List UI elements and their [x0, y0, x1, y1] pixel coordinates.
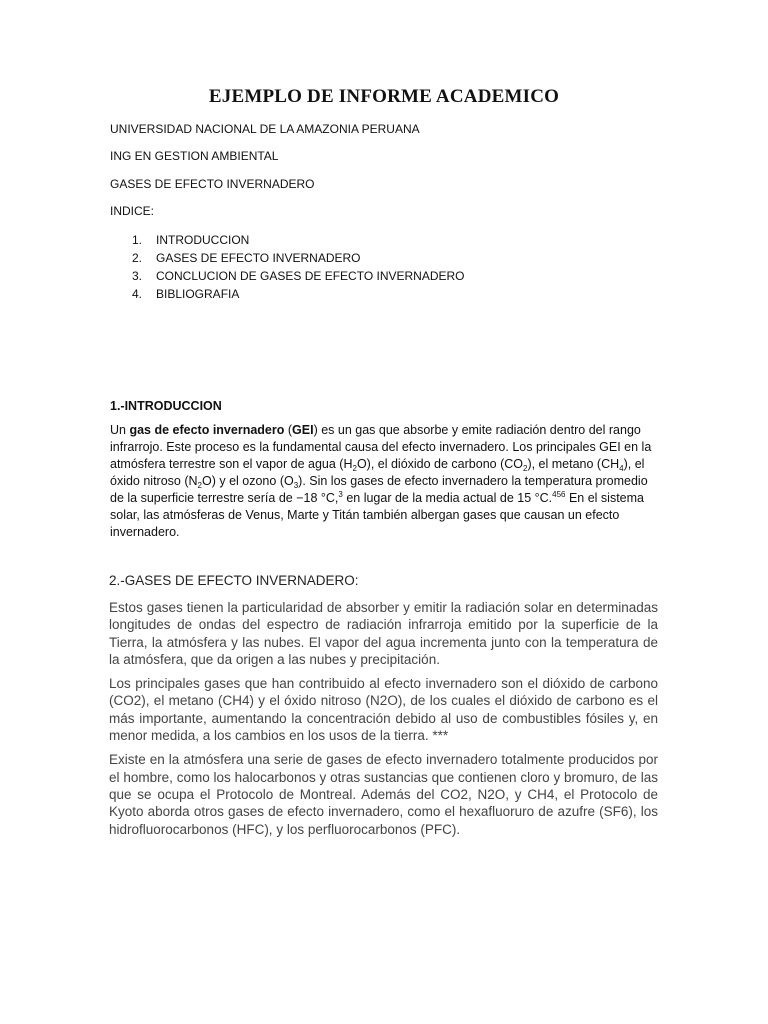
text-run: ), el óxido nitroso (N: [110, 457, 645, 488]
term-abbrev: GEI: [292, 423, 314, 437]
section1-paragraph: [110, 422, 655, 541]
index-item: [110, 249, 465, 267]
text-run: Un: [110, 423, 130, 437]
term-gei: gas de efecto invernadero: [129, 423, 285, 437]
section2-body: [109, 599, 658, 845]
text-run: O), el dióxido de carbono (CO: [356, 457, 523, 471]
subscript: 3: [293, 481, 299, 490]
citation-superscript: 3: [338, 490, 343, 499]
section2-heading: 2.-GASES DE EFECTO INVERNADERO:: [109, 573, 359, 588]
text-run: ) es un gas que absorbe y emite radiación dentro del rango infrarrojo. Este proceso es la fundamental causa del efecto invernadero. Los principales GEI en la atmósfera terrestre son el vapor de agua (H: [110, 423, 652, 471]
index-item-text: BIBLIOGRAFIA: [156, 287, 240, 301]
section2-paragraph-2: Los principales gases que han contribuido al efecto invernadero son el dióxido de carbono (CO2), el metano (CH4) y el óxido nitroso (N2O), de los cuales el dióxido de carbono es el más importante, aumentando la concentración debido al uso de combustibles fósiles y, en menor medida, a los cambios en los usos de la tierra. ***: [109, 676, 658, 744]
text-run: O) y el ozono (O: [202, 474, 294, 488]
text-run: ). Sin los gases de efecto invernadero la temperatura promedio de la superficie terrestre sería de −18 °C,: [110, 474, 648, 505]
citation-superscript: 456: [552, 490, 566, 499]
index-item: [110, 267, 465, 285]
text-run: ), el metano (CH: [527, 457, 620, 471]
text-run: En el sistema solar, las atmósferas de Venus, Marte y Titán también albergan gases que causan un efecto invernadero.: [110, 491, 645, 539]
text-run: (: [284, 423, 293, 437]
index-item-number: 4.: [131, 287, 142, 301]
section2-paragraph-1: Estos gases tienen la particularidad de absorber y emitir la radiación solar en determinadas longitudes de ondas del espectro de radiación infrarroja emitido por la superficie de la Tierra, la atmósfera y las nubes. El vapor del agua incrementa junto con la temperatura de la atmósfera, que da origen a las nubes y precipitación.: [109, 600, 658, 667]
subscript: 2: [523, 464, 528, 473]
text-run: en lugar de la media actual de 15 °C.: [342, 491, 553, 505]
index-item-number: 3.: [131, 269, 142, 283]
index-item-text: INTRODUCCION: [156, 233, 250, 247]
university-line: UNIVERSIDAD NACIONAL DE LA AMAZONIA PERUANA: [110, 122, 420, 136]
index-item: [110, 231, 465, 249]
subscript: 2: [352, 464, 357, 473]
subject-line: GASES DE EFECTO INVERNADERO: [110, 177, 315, 191]
subscript: 4: [619, 464, 624, 473]
index-item-number: 2.: [131, 251, 142, 265]
section1-heading: 1.-INTRODUCCION: [110, 399, 222, 413]
section1-body: [110, 422, 655, 541]
index-item: [110, 285, 465, 303]
index-list: [110, 231, 465, 303]
subscript: 2: [197, 481, 202, 490]
document-title: EJEMPLO DE INFORME ACADEMICO: [208, 86, 560, 107]
index-label: INDICE:: [110, 204, 155, 218]
program-line: ING EN GESTION AMBIENTAL: [110, 149, 279, 163]
index-item-text: CONCLUCION DE GASES DE EFECTO INVERNADERO: [156, 269, 465, 283]
index-item-number: 1.: [131, 233, 142, 247]
index-item-text: GASES DE EFECTO INVERNADERO: [156, 251, 361, 265]
section2-paragraph-3: Existe en la atmósfera una serie de gases de efecto invernadero totalmente producidos por el hombre, como los halocarbonos y otras sustancias que contienen cloro y bromuro, de las que se ocupa el Protocolo de Montreal. Además del CO2, N2O, y CH4, el Protocolo de Kyoto aborda otros gases de efecto invernadero, como el hexafluoruro de azufre (SF6), los hidrofluorocarbonos (HFC), y los perfluorocarbonos (PFC).: [109, 752, 658, 837]
